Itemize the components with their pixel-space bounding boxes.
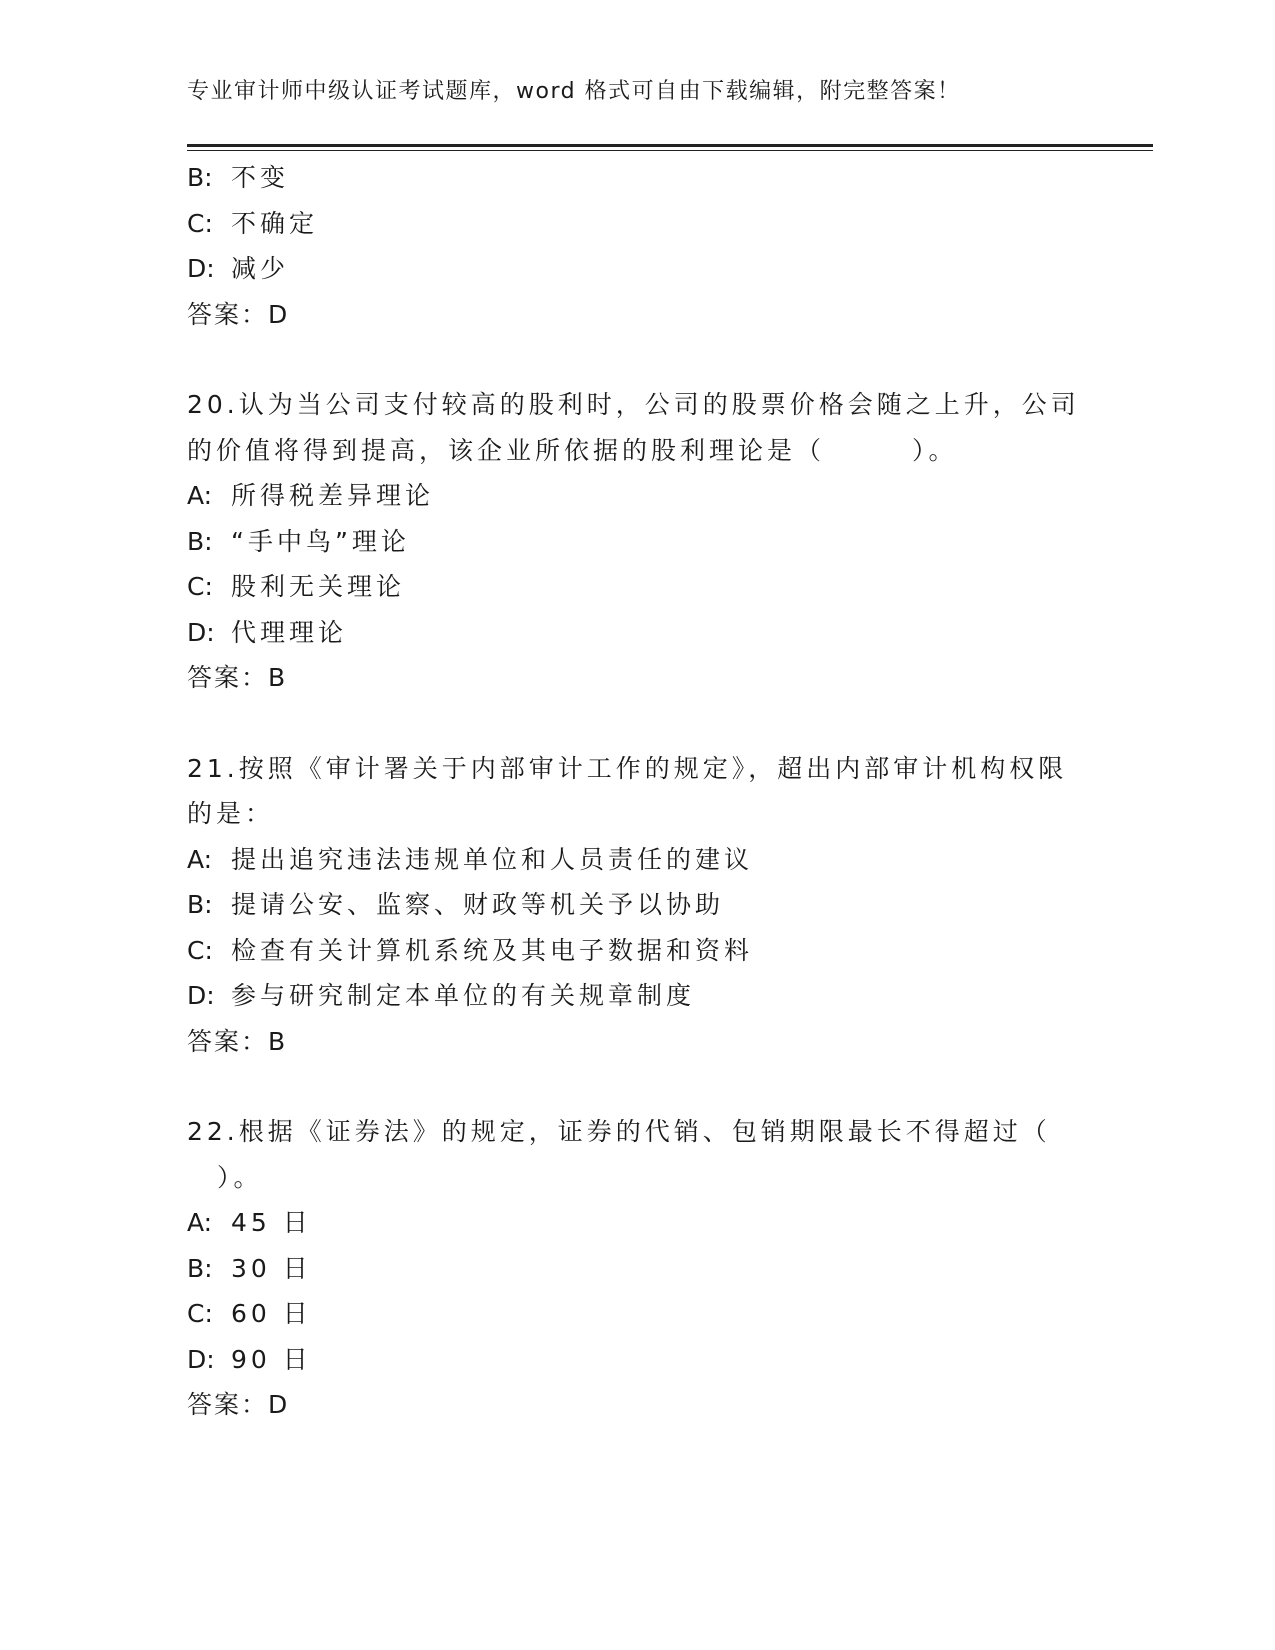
option-text: 检查有关计算机系统及其电子数据和资料 xyxy=(231,935,754,965)
option-text: 减少 xyxy=(231,254,290,283)
question-content xyxy=(187,155,1087,1428)
option-key: D: xyxy=(187,1344,215,1374)
option-key: A: xyxy=(187,1208,213,1237)
option-d xyxy=(187,973,1087,1019)
option-c xyxy=(187,564,1087,610)
option-key: A: xyxy=(187,844,213,874)
option-b xyxy=(187,882,1087,928)
option-a xyxy=(187,473,1087,519)
header-rule-thick xyxy=(187,144,1153,147)
question-stem-line: 的价值将得到提高，该企业所依据的股利理论是（ ）。 xyxy=(187,435,958,465)
option-d xyxy=(187,1337,1087,1383)
option-key: C: xyxy=(187,1299,213,1328)
option-text: 所得税差异理论 xyxy=(231,481,435,510)
option-text: 股利无关理论 xyxy=(231,572,406,601)
answer-line: 答案：B xyxy=(187,1026,288,1056)
answer-line: 答案：D xyxy=(187,299,290,329)
option-c xyxy=(187,1291,1087,1337)
question-20-block xyxy=(187,382,1087,701)
option-key: B: xyxy=(187,163,213,192)
option-key: D: xyxy=(187,617,215,647)
option-b xyxy=(187,1246,1087,1292)
option-text: 提出追究违法违规单位和人员责任的建议 xyxy=(231,844,754,874)
option-text: “手中鸟”理论 xyxy=(231,526,410,556)
option-b xyxy=(187,155,1087,201)
option-key: B: xyxy=(187,1253,213,1283)
question-21-block xyxy=(187,746,1087,1065)
option-b xyxy=(187,519,1087,565)
option-key: C: xyxy=(187,935,213,965)
page-header-title: 专业审计师中级认证考试题库，word 格式可自由下载编辑，附完整答案！ xyxy=(187,79,961,104)
answer-line: 答案：B xyxy=(187,663,288,692)
option-d xyxy=(187,610,1087,656)
option-key: D: xyxy=(187,254,215,283)
option-key: B: xyxy=(187,526,213,556)
answer-line: 答案：D xyxy=(187,1390,290,1419)
question-stem-line: ）。 xyxy=(217,1162,263,1192)
option-text: 90 日 xyxy=(231,1344,312,1374)
option-text: 不变 xyxy=(231,163,290,192)
option-a xyxy=(187,1200,1087,1246)
option-text: 不确定 xyxy=(231,208,319,238)
question-stem-line: 的是： xyxy=(187,799,275,828)
option-text: 60 日 xyxy=(231,1299,312,1328)
question-22-block xyxy=(187,1109,1087,1428)
option-key: B: xyxy=(187,890,213,919)
option-c xyxy=(187,928,1087,974)
option-text: 提请公安、监察、财政等机关予以协助 xyxy=(231,890,725,919)
option-text: 参与研究制定本单位的有关规章制度 xyxy=(231,981,696,1010)
question-stem-line: 21.按照《审计署关于内部审计工作的规定》，超出内部审计机构权限 xyxy=(187,753,1068,783)
option-text: 代理理论 xyxy=(231,617,348,647)
option-key: C: xyxy=(187,572,213,601)
option-text: 30 日 xyxy=(231,1253,312,1283)
option-c xyxy=(187,201,1087,247)
option-text: 45 日 xyxy=(231,1208,312,1237)
option-a xyxy=(187,837,1087,883)
option-key: D: xyxy=(187,981,215,1010)
option-d xyxy=(187,246,1087,292)
header-rule-thin xyxy=(187,150,1153,151)
option-key: A: xyxy=(187,481,213,510)
question-stem-line: 20.认为当公司支付较高的股利时，公司的股票价格会随之上升，公司 xyxy=(187,390,1080,419)
question-stem-line: 22.根据《证券法》的规定，证券的代销、包销期限最长不得超过（ xyxy=(187,1117,1051,1146)
option-key: C: xyxy=(187,208,213,238)
prev-question-block xyxy=(187,155,1087,337)
